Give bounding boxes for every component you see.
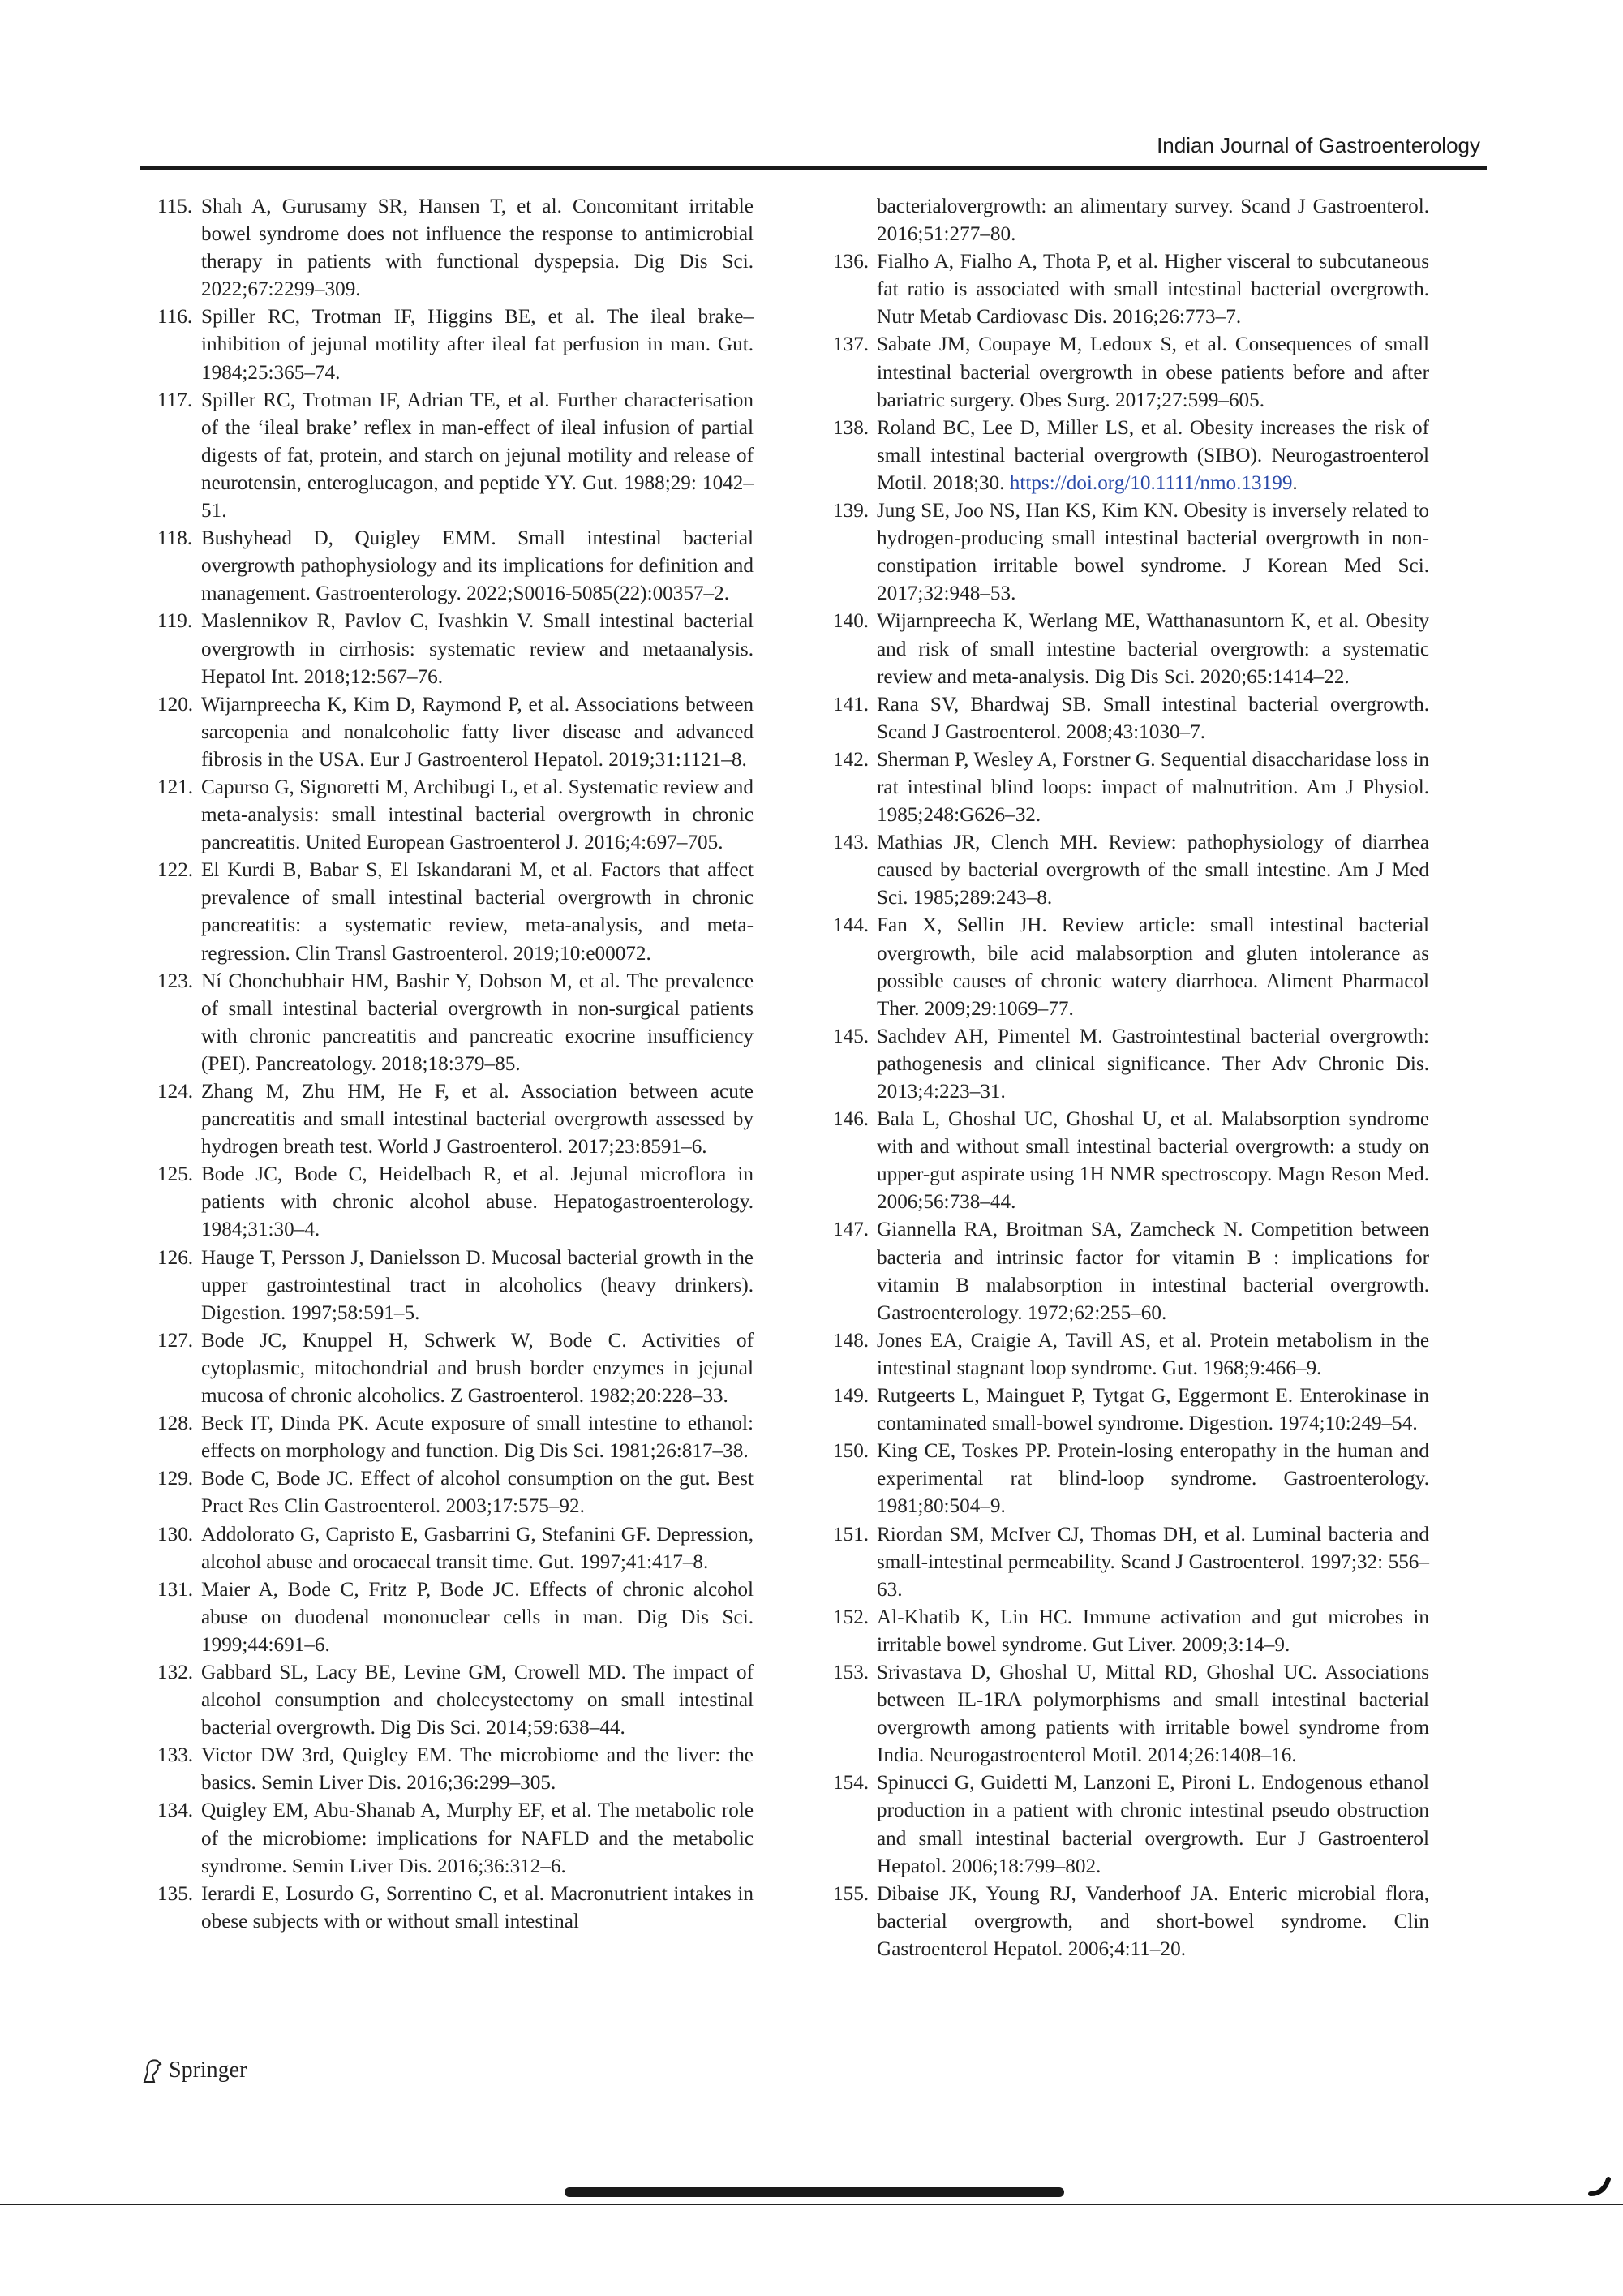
reference-text xyxy=(201,1659,754,1742)
reference-text xyxy=(201,1410,754,1465)
reference-citation: Shah A, Gurusamy SR, Hansen T, et al. Concomitant irritable bowel syndrome does not influence the response to antimicrobial therapy in patients with functional dyspepsia. Dig Dis Sci. 2022;67:2299–309. xyxy=(201,196,754,301)
reference-item xyxy=(833,691,1429,746)
reference-number: 132. xyxy=(157,1661,194,1683)
reference-item xyxy=(833,1327,1429,1382)
reference-citation: Maslennikov R, Pavlov C, Ivashkin V. Small intestinal bacterial overgrowth in cirrhosis: systematic review and metaanalysis. Hepatol Int. 2018;12:567–76. xyxy=(201,610,754,688)
reference-number: 129. xyxy=(157,1468,194,1490)
reference-number: 128. xyxy=(157,1412,194,1435)
reference-citation: Spinucci G, Guidetti M, Lanzoni E, Pironi L. Endogenous ethanol production in a patient with chronic intestinal pseudo obstruction and small intestinal bacterial overgrowth. Eur J Gastroenterol Hepatol. 2006;18:799–802. xyxy=(877,1772,1429,1877)
reference-number: 147. xyxy=(833,1219,869,1241)
reference-text xyxy=(877,746,1429,829)
reference-text xyxy=(877,1521,1429,1604)
reference-number: 152. xyxy=(833,1606,869,1628)
reference-item xyxy=(157,303,754,386)
reference-text xyxy=(201,525,754,608)
reference-item xyxy=(157,1161,754,1244)
reference-number: 115. xyxy=(157,196,193,217)
reference-citation: Bushyhead D, Quigley EMM. Small intestinal bacterial overgrowth pathophysiology and its implications for definition and management. Gastroenterology. 2022;S0016-5085(22):00357–2. xyxy=(201,527,754,605)
reference-citation: Hauge T, Persson J, Danielsson D. Mucosal bacterial growth in the upper gastrointestinal tract in alcoholics (heavy drinkers). Digestion. 1997;58:591–5. xyxy=(201,1246,754,1324)
reference-citation: Srivastava D, Ghoshal U, Mittal RD, Ghoshal UC. Associations between IL-1RA polymorphisms and small intestinal bacterial overgrowth among patients with irritable bowel syndrome from India. Neurogastroenterol Motil. 2014;26:1408–16. xyxy=(877,1661,1429,1767)
reference-text xyxy=(201,1245,754,1327)
reference-citation: Fialho A, Fialho A, Thota P, et al. Higher visceral to subcutaneous fat ratio is associated with small intestinal bacterial overgrowth. Nutr Metab Cardiovasc Dis. 2016;26:773–7. xyxy=(877,251,1429,329)
reference-item xyxy=(833,1216,1429,1326)
reference-text xyxy=(201,1327,754,1410)
reference-citation: Addolorato G, Capristo E, Gasbarrini G, Stefanini GF. Depression, alcohol abuse and orocaecal transit time. Gut. 1997;41:417–8. xyxy=(201,1523,754,1573)
bottom-divider xyxy=(0,2204,1623,2205)
reference-item xyxy=(833,746,1429,829)
reference-item xyxy=(157,691,754,774)
reference-text xyxy=(877,497,1429,608)
journal-title: Indian Journal of Gastroenterology xyxy=(1157,133,1480,157)
reference-text xyxy=(877,912,1429,1022)
reference-text xyxy=(877,1327,1429,1382)
reference-text xyxy=(201,1078,754,1161)
reference-citation: Beck IT, Dinda PK. Acute exposure of small intestine to ethanol: effects on morphology and function. Dig Dis Sci. 1981;26:817–38. xyxy=(201,1412,754,1463)
reference-item xyxy=(157,1410,754,1465)
reference-citation: Rutgeerts L, Mainguet P, Tytgat G, Eggermont E. Enterokinase in contaminated small-bowel syndrome. Digestion. 1974;10:249–54. xyxy=(877,1385,1429,1435)
reference-item xyxy=(833,415,1429,497)
reference-number: 119. xyxy=(157,610,193,633)
springer-horse-icon xyxy=(140,2057,164,2083)
reference-citation: Giannella RA, Broitman SA, Zamcheck N. Competition between bacteria and intrinsic factor for vitamin B : implications for vitamin B malabsorption in intestinal bacterial overgrowth. Gastroenterology. 1972;62:255–60. xyxy=(877,1219,1429,1324)
reference-text xyxy=(877,1881,1429,1963)
reference-citation: Capurso G, Signoretti M, Archibugi L, et al. Systematic review and meta-analysis: small intestinal bacterial overgrowth in chronic pancreatitis. United European Gastroenterol J. 2016;4:697–705. xyxy=(201,776,754,854)
reference-number: 145. xyxy=(833,1025,869,1047)
reference-text xyxy=(201,193,754,303)
reference-text xyxy=(877,1382,1429,1438)
reference-text xyxy=(201,1161,754,1244)
reference-item xyxy=(157,1521,754,1576)
reference-citation: Sherman P, Wesley A, Forstner G. Sequential disaccharidase loss in rat intestinal blind loops: impact of malnutrition. Am J Physiol. 1985;248:G626–32. xyxy=(877,748,1429,827)
publisher-logo xyxy=(140,2057,247,2083)
reference-item xyxy=(833,1881,1429,1963)
reference-item xyxy=(157,968,754,1078)
reference-citation: Ní Chonchubhair HM, Bashir Y, Dobson M, et al. The prevalence of small intestinal bacterial overgrowth in non-surgical patients with chronic pancreatitis and pancreatic exocrine insufficiency (PEI). Pancreatology. 2018;18:379–85. xyxy=(201,970,754,1075)
reference-item xyxy=(833,1769,1429,1880)
reference-citation: Spiller RC, Trotman IF, Adrian TE, et al. Further characterisation of the ‘ileal brake’ reflex in man-effect of ileal infusion of partial digests of fat, protein, and starch on jejunal motility and release of neurotensin, enteroglucagon, and peptide YY. Gut. 1988;29: 1042–51. xyxy=(201,389,754,522)
reference-item xyxy=(833,193,1429,248)
reference-citation: Rana SV, Bhardwaj SB. Small intestinal bacterial overgrowth. Scand J Gastroenterol. 2008;43:1030–7. xyxy=(877,693,1429,743)
reference-item xyxy=(833,497,1429,608)
reference-number: 143. xyxy=(833,832,869,854)
reference-citation: El Kurdi B, Babar S, El Iskandarani M, et al. Factors that affect prevalence of small intestinal bacterial overgrowth in chronic pancreatitis: a systematic review, meta-analysis, and meta-regression. Clin Transl Gastroenterol. 2019;10:e00072. xyxy=(201,859,754,965)
reference-text xyxy=(877,1023,1429,1106)
reference-item xyxy=(157,1327,754,1410)
reference-number: 116. xyxy=(157,306,193,329)
reference-item xyxy=(157,1465,754,1520)
reference-citation: Roland BC, Lee D, Miller LS, et al. Obesity increases the risk of small intestinal bacterial overgrowth (SIBO). Neurogastroenterol Motil. 2018;30. xyxy=(877,416,1429,494)
reference-item xyxy=(157,525,754,608)
reference-citation: Jones EA, Craigie A, Tavill AS, et al. Protein metabolism in the intestinal stagnant loop syndrome. Gut. 1968;9:466–9. xyxy=(877,1329,1429,1379)
reference-text xyxy=(877,248,1429,331)
reference-citation: Sabate JM, Coupaye M, Ledoux S, et al. Consequences of small intestinal bacterial overgrowth in obese patients before and after bariatric surgery. Obes Surg. 2017;27:599–605. xyxy=(877,333,1429,411)
reference-item xyxy=(157,1245,754,1327)
reference-text xyxy=(201,303,754,386)
reference-text xyxy=(201,774,754,857)
reference-number: 135. xyxy=(157,1882,194,1905)
reference-text xyxy=(877,1438,1429,1520)
reference-citation: Fan X, Sellin JH. Review article: small intestinal bacterial overgrowth, bile acid malabsorption and gluten intolerance as possible causes of chronic watery diarrhoea. Aliment Pharmacol Ther. 2009;29:1069–77. xyxy=(877,914,1429,1020)
reference-item xyxy=(157,774,754,857)
reference-text xyxy=(201,691,754,774)
reference-number: 154. xyxy=(833,1772,869,1795)
reference-number: 155. xyxy=(833,1882,869,1905)
reference-citation: Quigley EM, Abu-Shanab A, Murphy EF, et al. The metabolic role of the microbiome: implications for NAFLD and the metabolic syndrome. Semin Liver Dis. 2016;36:312–6. xyxy=(201,1799,754,1877)
reference-item xyxy=(157,1881,754,1936)
reference-item xyxy=(157,193,754,303)
reference-citation: Gabbard SL, Lacy BE, Levine GM, Crowell MD. The impact of alcohol consumption and cholecystectomy on small intestinal bacterial overgrowth. Dig Dis Sci. 2014;59:638–44. xyxy=(201,1661,754,1739)
reference-citation: Ierardi E, Losurdo G, Sorrentino C, et al. Macronutrient intakes in obese subjects with or without small intestinal xyxy=(201,1882,754,1933)
reference-number: 144. xyxy=(833,914,869,937)
reference-citation: Mathias JR, Clench MH. Review: pathophysiology of diarrhea caused by bacterial overgrowth of the small intestine. Am J Med Sci. 1985;289:243–8. xyxy=(877,832,1429,909)
reference-number: 133. xyxy=(157,1744,194,1767)
reference-number: 121. xyxy=(157,776,194,798)
reference-number: 142. xyxy=(833,748,869,771)
reference-citation: Bode JC, Bode C, Heidelbach R, et al. Jejunal microflora in patients with chronic alcohol abuse. Hepatogastroenterology. 1984;31:30–4. xyxy=(201,1163,754,1241)
reference-citation: Al-Khatib K, Lin HC. Immune activation and gut microbes in irritable bowel syndrome. Gut Liver. 2009;3:14–9. xyxy=(877,1606,1429,1656)
reference-number: 148. xyxy=(833,1329,869,1352)
reference-item xyxy=(157,1576,754,1659)
reference-number: 130. xyxy=(157,1523,194,1546)
reference-text xyxy=(877,608,1429,690)
reference-item xyxy=(157,387,754,525)
reference-text xyxy=(877,1769,1429,1880)
reference-text xyxy=(201,608,754,690)
reference-text xyxy=(201,1881,754,1936)
reference-number: 117. xyxy=(157,389,193,411)
reference-item xyxy=(833,1604,1429,1659)
reference-text xyxy=(877,829,1429,912)
reference-item xyxy=(157,857,754,967)
reference-citation: Maier A, Bode C, Fritz P, Bode JC. Effects of chronic alcohol abuse on duodenal mononuclear cells in man. Dig Dis Sci. 1999;44:691–6. xyxy=(201,1578,754,1656)
reference-text xyxy=(201,1742,754,1797)
reference-text xyxy=(201,968,754,1078)
reference-item xyxy=(833,608,1429,690)
reference-item xyxy=(833,1659,1429,1769)
reference-item xyxy=(833,1438,1429,1520)
reference-item xyxy=(157,608,754,690)
reference-number: 146. xyxy=(833,1108,869,1131)
reference-number: 131. xyxy=(157,1578,194,1601)
reference-citation: Bode C, Bode JC. Effect of alcohol consumption on the gut. Best Pract Res Clin Gastroenterol. 2003;17:575–92. xyxy=(201,1468,754,1518)
reference-number: 150. xyxy=(833,1440,869,1463)
reference-number: 140. xyxy=(833,610,869,633)
reference-number: 149. xyxy=(833,1385,869,1408)
reference-text xyxy=(877,1659,1429,1769)
reference-text xyxy=(833,193,1429,248)
reference-text xyxy=(877,1106,1429,1216)
reference-item xyxy=(833,248,1429,331)
reference-citation: Spiller RC, Trotman IF, Higgins BE, et al. The ileal brake–inhibition of jejunal motility after ileal fat perfusion in man. Gut. 1984;25:365–74. xyxy=(201,306,754,384)
reference-number: 126. xyxy=(157,1246,194,1269)
reference-text xyxy=(201,387,754,525)
reference-citation: King CE, Toskes PP. Protein-losing enteropathy in the human and experimental rat blind-loop syndrome. Gastroenterology. 1981;80:504–9. xyxy=(877,1440,1429,1518)
reference-item xyxy=(833,331,1429,414)
reference-number: 123. xyxy=(157,970,194,992)
reference-number: 153. xyxy=(833,1661,869,1683)
references-left-column xyxy=(157,193,754,1936)
reference-item xyxy=(157,1659,754,1742)
reference-citation: Wijarnpreecha K, Kim D, Raymond P, et al. Associations between sarcopenia and nonalcoholic fatty liver disease and advanced fibrosis in the USA. Eur J Gastroenterol Hepatol. 2019;31:1121–8. xyxy=(201,693,754,771)
reference-text xyxy=(877,1216,1429,1326)
reference-number: 125. xyxy=(157,1163,194,1186)
reference-item xyxy=(833,912,1429,1022)
reference-number: 139. xyxy=(833,500,869,522)
reference-number: 136. xyxy=(833,251,869,273)
reference-citation: Dibaise JK, Young RJ, Vanderhoof JA. Enteric microbial flora, bacterial overgrowth, and short-bowel syndrome. Clin Gastroenterol Hepatol. 2006;4:11–20. xyxy=(877,1882,1429,1960)
reference-text xyxy=(877,691,1429,746)
reference-number: 124. xyxy=(157,1081,194,1103)
reference-number: 134. xyxy=(157,1799,194,1822)
reference-citation: Sachdev AH, Pimentel M. Gastrointestinal bacterial overgrowth: pathogenesis and clinical significance. Ther Adv Chronic Dis. 2013;4:223–31. xyxy=(877,1025,1429,1103)
reference-item xyxy=(833,1106,1429,1216)
reference-citation: Bode JC, Knuppel H, Schwerk W, Bode C. Activities of cytoplasmic, mitochondrial and brush border enzymes in jejunal mucosa of chronic alcoholics. Z Gastroenterol. 1982;20:228–33. xyxy=(201,1329,754,1408)
reference-text xyxy=(877,331,1429,414)
reference-citation: Zhang M, Zhu HM, He F, et al. Association between acute pancreatitis and small intestinal bacterial overgrowth assessed by hydrogen breath test. World J Gastroenterol. 2017;23:8591–6. xyxy=(201,1081,754,1159)
publisher-name: Springer xyxy=(169,2057,247,2083)
reference-text xyxy=(877,1604,1429,1659)
page-curl-icon[interactable] xyxy=(1586,2174,1618,2199)
reference-citation: Wijarnpreecha K, Werlang ME, Watthanasuntorn K, et al. Obesity and risk of small intestine bacterial overgrowth: a systematic review and meta-analysis. Dig Dis Sci. 2020;65:1414–22. xyxy=(877,610,1429,688)
reference-punctuation: . xyxy=(1292,471,1298,494)
reference-number: 141. xyxy=(833,693,869,716)
reference-citation: Victor DW 3rd, Quigley EM. The microbiome and the liver: the basics. Semin Liver Dis. 2016;36:299–305. xyxy=(201,1744,754,1795)
reference-item xyxy=(833,829,1429,912)
reference-number: 118. xyxy=(157,527,193,550)
reference-text xyxy=(201,857,754,967)
reference-citation: bacterialovergrowth: an alimentary survey. Scand J Gastroenterol. 2016;51:277–80. xyxy=(877,196,1429,246)
reference-number: 122. xyxy=(157,859,194,882)
reference-item xyxy=(157,1742,754,1797)
reference-text xyxy=(201,1576,754,1659)
references-right-column xyxy=(833,193,1429,1963)
reference-number: 138. xyxy=(833,416,869,439)
reference-text xyxy=(201,1521,754,1576)
reference-number: 120. xyxy=(157,693,194,716)
reference-citation: Jung SE, Joo NS, Han KS, Kim KN. Obesity is inversely related to hydrogen-producing small intestinal bacterial overgrowth in non-constipation irritable bowel syndrome. J Korean Med Sci. 2017;32:948–53. xyxy=(877,500,1429,605)
reference-text xyxy=(201,1465,754,1520)
reference-item xyxy=(833,1521,1429,1604)
reference-text xyxy=(201,1797,754,1880)
reference-item xyxy=(833,1382,1429,1438)
reference-item xyxy=(833,1023,1429,1106)
reference-text xyxy=(877,415,1429,497)
reference-number: 127. xyxy=(157,1329,194,1352)
reference-number: 151. xyxy=(833,1523,869,1546)
reference-citation: Bala L, Ghoshal UC, Ghoshal U, et al. Malabsorption syndrome with and without small intestinal bacterial overgrowth: a study on upper-gut aspirate using 1H NMR spectroscopy. Magn Reson Med. 2006;56:738–44. xyxy=(877,1108,1429,1214)
reference-number: 137. xyxy=(833,333,869,356)
reference-item xyxy=(157,1078,754,1161)
reference-citation: Riordan SM, McIver CJ, Thomas DH, et al. Luminal bacteria and small-intestinal permeability. Scand J Gastroenterol. 1997;32: 556–63. xyxy=(877,1523,1429,1601)
home-indicator[interactable] xyxy=(565,2187,1064,2197)
doi-link[interactable]: https://doi.org/10.1111/nmo.13199 xyxy=(1009,471,1293,494)
header-rule xyxy=(140,166,1487,170)
reference-item xyxy=(157,1797,754,1880)
